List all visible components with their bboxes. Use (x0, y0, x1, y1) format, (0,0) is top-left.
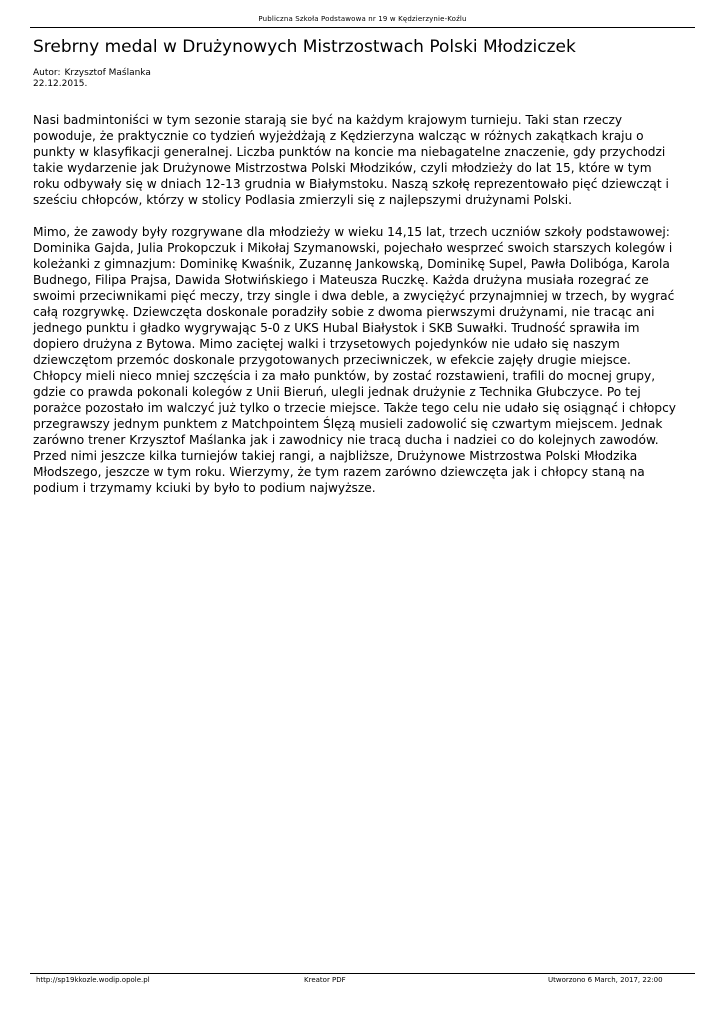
article-paragraph: Nasi badmintoniści w tym sezonie starają sie być na każdym krajowym turnieju. Taki stan rzeczy powoduje, że praktycznie co tydzień wyjeżdżają z Kędzierzyna walcząc w różnych zakątkach kraju o punkty w klasyfikacji generalnej. Liczba punktów na koncie ma niebagatelne znaczenie, gdy przychodzi takie wydarzenie jak Drużynowe Mistrzostwa Polski Młodzików, czyli młodzieży do lat 15, które w tym roku odbywały się w dniach 12-13 grudnia w Białymstoku. Naszą szkołę reprezentowało pięć dziewcząt i sześciu chłopców, którzy w stolicy Podlasia zmierzyli się z najlepszymi drużynami Polski. (33, 113, 669, 207)
article-meta (33, 68, 151, 90)
article-body (33, 112, 685, 512)
page-header-school: Publiczna Szkoła Podstawowa nr 19 w Kędzierzynie-Koźlu (258, 15, 467, 23)
footer-divider (30, 973, 695, 974)
author-line (33, 68, 151, 79)
article-date: 22.12.2015. (33, 79, 88, 89)
article-title: Srebrny medal w Drużynowych Mistrzostwach Polski Młodziczek (33, 37, 576, 57)
author-label: Autor: (33, 68, 61, 78)
author-name: Krzysztof Maślanka (64, 68, 151, 78)
footer-generator: Kreator PDF (304, 976, 346, 984)
footer-created-date: Utworzono 6 March, 2017, 22:00 (548, 976, 663, 984)
footer-url-link[interactable]: http://sp19kkozle.wodip.opole.pl (36, 976, 150, 984)
header-divider (30, 27, 695, 28)
article-paragraph: Mimo, że zawody były rozgrywane dla młodzieży w wieku 14,15 lat, trzech uczniów szkoły podstawowej: Dominika Gajda, Julia Prokopczuk i Mikołaj Szymanowski, pojechało wesprzeć swoich starszych kolegów i koleżanki z gimnazjum: Dominikę Kwaśnik, Zuzannę Jankowską, Dominikę Supel, Pawła Dolibóga, Karola Budnego, Filipa Prajsa, Dawida Słotwińskiego i Mateusza Ruczkę. Każda drużyna musiała rozegrać ze swoimi przeciwnikami pięć meczy, trzy single i dwa deble, a zwyciężyć przynajmniej w trzech, by wygrać całą rozgrywkę. Dziewczęta doskonale poradziły sobie z dwoma pierwszymi drużynami, nie tracąc ani jednego punktu i gładko wygrywając 5-0 z UKS Hubal Białystok i SKB Suwałki. Trudność sprawiła im dopiero drużyna z Bytowa. Mimo zaciętej walki i trzysetowych pojedynków nie udało się naszym dziewczętom przemóc doskonale przygotowanych przeciwniczek, w efekcie zajęły drugie miejsce. Chłopcy mieli nieco mniej szczęścia i za mało punktów, by zostać rozstawieni, trafili do mocnej grupy, gdzie co prawda pokonali kolegów z Unii Bieruń, ulegli jednak drużynie z Technika Głubczyce. Po tej porażce pozostało im walczyć już tylko o trzecie miejsce. Także tego celu nie udało się osiągnąć i chłopcy przegrawszy jednym punktem z Matchpointem Ślęzą musieli zadowolić się czwartym miejscem. Jednak zarówno trener Krzysztof Maślanka jak i zawodnicy nie tracą ducha i nadziei co do kolejnych zawodów. Przed nimi jeszcze kilka turniejów takiej rangi, a najbliższe, Drużynowe Mistrzostwa Polski Młodzika Młodszego, jeszcze w tym roku. Wierzymy, że tym razem zarówno dziewczęta jak i chłopcy staną na podium i trzymamy kciuki by było to podium najwyższe. (33, 225, 677, 495)
